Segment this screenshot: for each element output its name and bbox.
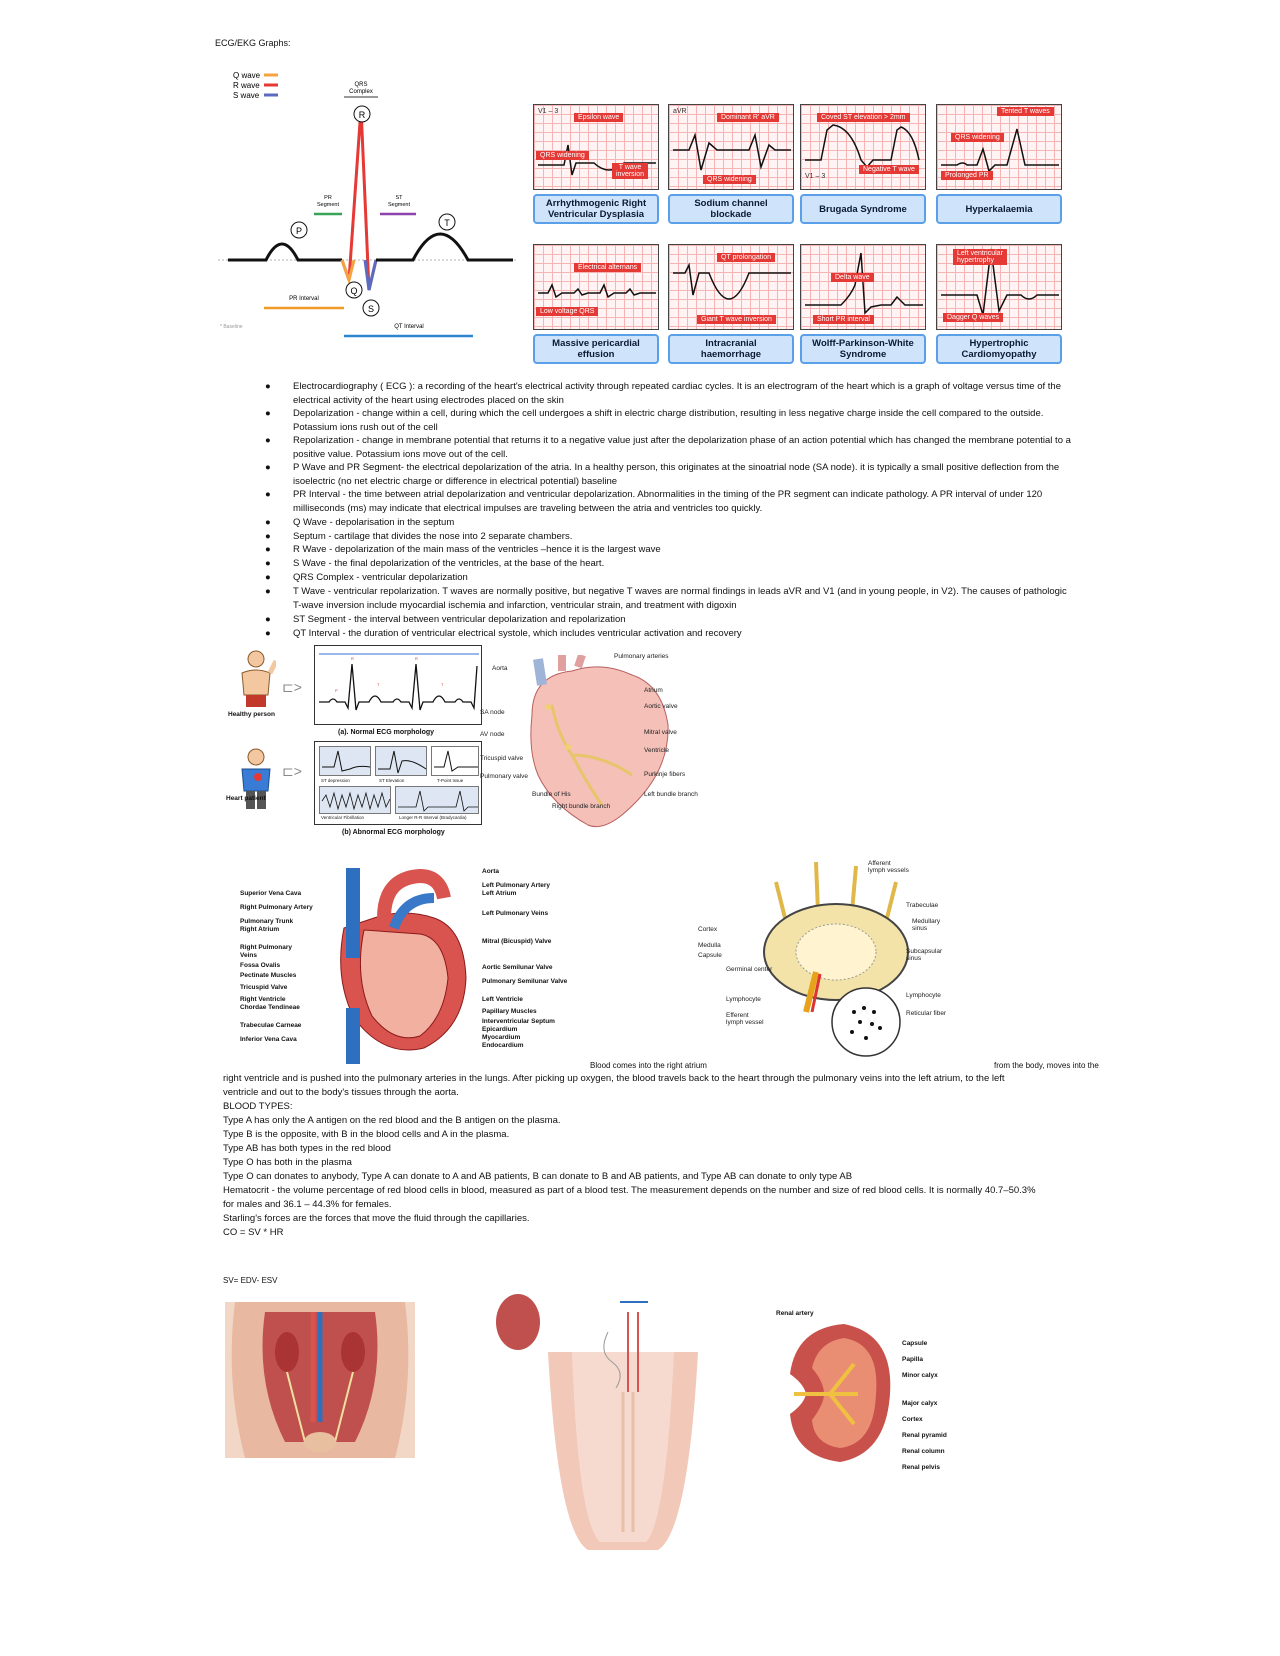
ecg-card-caption: Arrhythmogenic Right Ventricular Dysplasia — [533, 194, 659, 224]
blood-line: Type O can donates to anybody, Type A can donate to A and AB patients, B can donate to B and AB patients, and Type AB can donate to only type AB — [223, 1171, 853, 1182]
svg-text:Segment: Segment — [316, 202, 340, 208]
normal-ecg-panel — [314, 645, 482, 725]
svg-text:T: T — [441, 682, 444, 687]
legend-q: Q wave — [233, 71, 261, 80]
conduction-heart-figure: Pulmonary arteries Aorta Atrium SA node Aortic valve AV node Mitral valve Ventricle Tricuspid valve Purkinje fibers Pulmonary valve Bundle of His Left bundle branch Right bundle branch — [492, 655, 702, 845]
ecg-card-caption: Hyperkalaemia — [936, 194, 1062, 224]
blood-line: Starling's forces are the forces that move the fluid through the capillaries. — [223, 1213, 530, 1224]
ecg-card-sodium: aVR Dominant R' aVR QRS widening Sodium channel blockade — [668, 104, 794, 244]
svg-text:T: T — [377, 682, 380, 687]
svg-text:R: R — [358, 110, 366, 120]
ecg-card-arvd: V1 – 3 Epsilon wave QRS widening T wave inversion Arrhythmogenic Right Ventricular Dysplasia — [533, 104, 659, 244]
list-item: ● PR Interval - the time between atrial depolarization and ventricular depolarization. Abnormalities in the timing of the PR segment can indicate pathology. A PR interval of under 120 milliseconds (ms) may indicate that electrical impulses are traveling between the atria and ventricles too quickly. — [265, 489, 1043, 514]
svg-text:P: P — [335, 688, 338, 693]
flow-line2: right ventricle and is pushed into the pulmonary arteries in the lungs. After picking up oxygen, the blood travels back to the heart through the pulmonary veins into the left atrium, to the left — [223, 1073, 1005, 1084]
healthy-label: Healthy person — [228, 711, 275, 718]
list-item: ● QT Interval - the duration of ventricular electrical systole, which includes ventricular activation and recovery — [265, 628, 742, 639]
svg-text:R: R — [351, 656, 354, 661]
normal-caption: (a). Normal ECG morphology — [338, 729, 435, 736]
lymph-node-figure: Afferent lymph vessels Trabeculae Medullary sinus Cortex Medulla Capsule Subcapsular sinus Germinal center Lymphocyte Lymphocyte Reticular fiber Efferent lymph vessel — [716, 862, 986, 1062]
ecg-card-caption: Sodium channel blockade — [668, 194, 794, 224]
abnormal-ecg-panel: ST depression ST Elevation T-Point Issue Ventricular Fibrillation Longer R-R Interval (Bradycardia) — [314, 741, 482, 825]
list-item: ● ST Segment - the interval between ventricular depolarization and repolarization — [265, 614, 626, 625]
blood-heading: BLOOD TYPES: — [223, 1101, 293, 1112]
abnormal-caption: (b) Abnormal ECG morphology — [342, 829, 445, 836]
blood-line: Hematocrit - the volume percentage of red blood cells in blood, measured as part of a blood test. The measurement depends on the number and size of red blood cells. It is normally 40.7–50.3% — [223, 1185, 1036, 1196]
svg-text:* Baseline: * Baseline — [220, 324, 243, 330]
abdomen-figure — [225, 1302, 415, 1458]
legend-r: R wave — [233, 81, 260, 90]
svg-text:R: R — [415, 656, 418, 661]
ecg-card-wpw: Delta wave Short PR interval Wolff-Parkinson-White Syndrome — [800, 244, 926, 384]
blood-line: Type O has both in the plasma — [223, 1157, 352, 1168]
svg-text:S: S — [367, 304, 375, 314]
list-item: ● R Wave - depolarization of the main mass of the ventricles –hence it is the largest wave — [265, 544, 661, 555]
svg-text:Complex: Complex — [349, 89, 373, 95]
healthy-person-icon — [236, 649, 276, 709]
ecg-morphology-figure: Healthy person ⊏> P R T R T (a). Normal ECG morphology Heart patient ⊏> ST depression ST Elevation T-Point Issue Ventricular Fibrillation Longer R-R Interval (Bradycardia) (b) Abnormal ECG morphology — [226, 645, 486, 850]
flow-line1-left: Blood comes into the right atrium — [590, 1061, 707, 1070]
blood-line: for males and 36.1 – 44.3% for females. — [223, 1199, 392, 1210]
svg-text:QT Interval: QT Interval — [394, 324, 424, 330]
svg-text:ST: ST — [395, 195, 403, 201]
svg-text:Segment: Segment — [387, 202, 411, 208]
ecg-card-caption: Wolff-Parkinson-White Syndrome — [800, 334, 926, 364]
list-item: ● QRS Complex - ventricular depolarization — [265, 572, 468, 583]
list-item: ● Q Wave - depolarisation in the septum — [265, 517, 455, 528]
svg-text:PR: PR — [324, 195, 332, 201]
svg-text:Q: Q — [350, 286, 358, 296]
sv-formula: SV= EDV- ESV — [223, 1276, 278, 1285]
ecg-card-hcm: Left ventricular hypertrophy Dagger Q waves Hypertrophic Cardiomyopathy — [936, 244, 1062, 384]
nephron-figure — [488, 1292, 738, 1556]
ecg-wave-diagram — [218, 68, 518, 350]
ecg-card-ich: QT prolongation Giant T wave inversion Intracranial haemorrhage — [668, 244, 794, 384]
ecg-card-caption: Massive pericardial effusion — [533, 334, 659, 364]
blood-line: Type AB has both types in the red blood — [223, 1143, 391, 1154]
blood-line: Type B is the opposite, with B in the blood cells and A in the plasma. — [223, 1129, 510, 1140]
ecg-card-caption: Intracranial haemorrhage — [668, 334, 794, 364]
list-item: ● Depolarization - change within a cell, during which the cell undergoes a shift in electric charge distribution, resulting in less negative charge inside the cell compared to the outside. Potassium ions rush out of the cell — [265, 408, 1044, 433]
flow-line1-right: from the body, moves into the — [994, 1061, 1099, 1070]
ecg-card-brugada: V1 – 3 Coved ST elevation > 2mm Negative T wave Brugada Syndrome — [800, 104, 926, 244]
patient-label: Heart patient — [226, 795, 266, 802]
ecg-wave-svg — [218, 68, 518, 350]
svg-text:T: T — [444, 218, 450, 228]
flow-line3: ventricle and out to the body's tissues through the aorta. — [223, 1087, 459, 1098]
ecg-card-hyperkalaemia: Tented T waves QRS widening Prolonged PR Hyperkalaemia — [936, 104, 1062, 244]
blood-line: Type A has only the A antigen on the red blood and the B antigen on the plasma. — [223, 1115, 561, 1126]
ecg-card-pericardial: Electrical alternans Low voltage QRS Massive pericardial effusion — [533, 244, 659, 384]
kidney-figure: Renal artery Capsule Papilla Minor calyx Major calyx Cortex Renal pyramid Renal column Renal pelvis — [776, 1310, 947, 1471]
page-heading: ECG/EKG Graphs: — [215, 38, 291, 48]
list-item: ● P Wave and PR Segment- the electrical depolarization of the atria. In a healthy person, this originates at the sinoatrial node (SA node). it is typically a small positive deflection from the isoelectric (no net electric charge or difference in electrical potential) baseline — [265, 462, 1060, 487]
ecg-card-caption: Brugada Syndrome — [800, 194, 926, 224]
svg-text:P: P — [295, 226, 303, 236]
list-item: ● S Wave - the final depolarization of the ventricles, at the base of the heart. — [265, 558, 605, 569]
heart-anatomy-figure: Superior Vena Cava Right Pulmonary Artery Pulmonary Trunk Right Atrium Right Pulmonary Veins Fossa Ovalis Pectinate Muscles Tricuspid Valve Right Ventricle Chordae Tendineae Trabeculae Carneae Inferior Vena Cava Aorta Left Pulmonary Artery Left Atrium Left Pulmonary Veins Mitral (Bicuspid) Valve Aortic Semilunar Valve Pulmonary Semilunar Valve Left Ventricle Papillary Muscles Interventricular Septum Epicardium Myocardium Endocardium — [240, 868, 600, 1068]
blood-line: CO = SV * HR — [223, 1227, 284, 1238]
svg-text:QRS: QRS — [354, 82, 368, 88]
list-item: ● Septum - cartilage that divides the nose into 2 separate chambers. — [265, 531, 573, 542]
list-item: ● Electrocardiography ( ECG ): a recording of the heart's electrical activity through repeated cardiac cycles. It is an electrogram of the heart which is a graph of voltage versus time of the electrical activity of the heart using electrodes placed on the skin — [265, 381, 1061, 406]
svg-text:PR Interval: PR Interval — [289, 296, 319, 302]
legend-s: S wave — [233, 91, 260, 100]
list-item: ● T Wave - ventricular repolarization. T waves are normally positive, but negative T waves are normal findings in leads aVR and V1 (and in young people, in V2). The causes of pathologic T-wave inversion include myocardial ischemia and infarction, ventricular strain, and treatment with digoxin — [265, 586, 1067, 611]
ecg-card-caption: Hypertrophic Cardiomyopathy — [936, 334, 1062, 364]
list-item: ● Repolarization - change in membrane potential that returns it to a negative value just after the depolarization phase of an action potential which has changed the membrane potential to a positive value. Potassium ions move out of the cell. — [265, 435, 1071, 460]
